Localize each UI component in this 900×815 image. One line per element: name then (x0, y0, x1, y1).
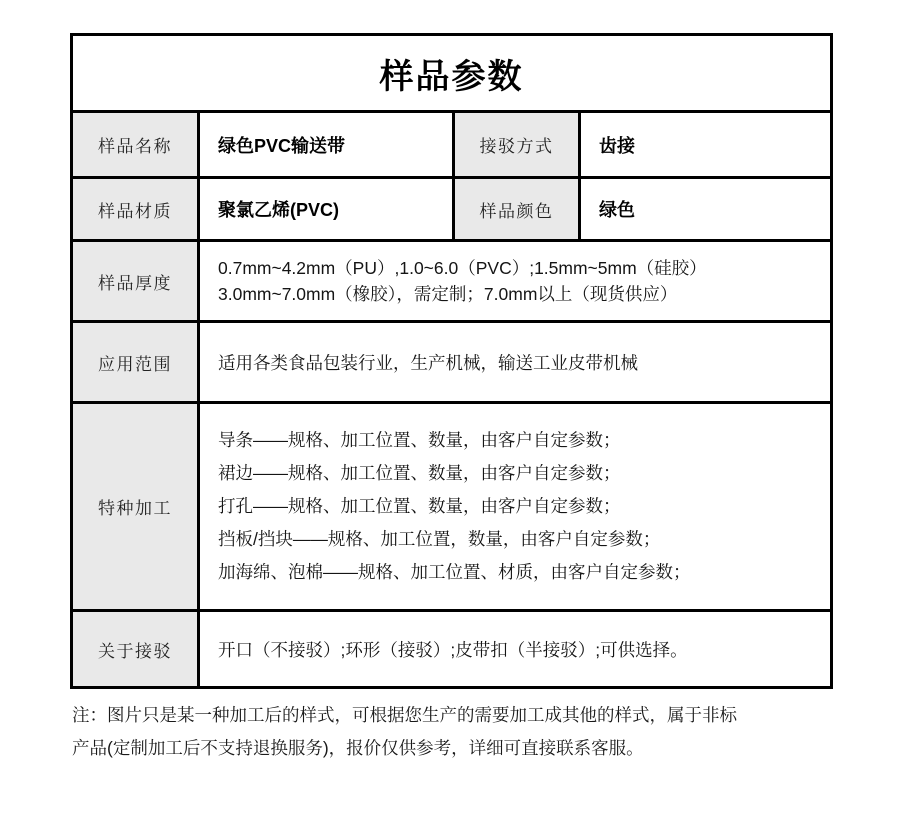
value-special-processing (199, 403, 832, 611)
label-sample-name: 样品名称 (72, 112, 199, 178)
footnote-line-1: 注：图片只是某一种加工后的样式，可根据您生产的需要加工成其他的样式，属于非标 (72, 705, 737, 725)
label-joint-method: 接驳方式 (454, 112, 580, 178)
thickness-line-2: 3.0mm~7.0mm（橡胶），需定制；7.0mm以上（现货供应） (218, 284, 678, 304)
label-application-scope: 应用范围 (72, 322, 199, 403)
table-row (72, 403, 832, 611)
page-title: 样品参数 (72, 35, 832, 112)
table-row (72, 241, 832, 322)
special-processing-line-5: 加海绵、泡棉——规格、加工位置、材质，由客户自定参数； (218, 562, 691, 582)
table-row (72, 611, 832, 688)
title-row (72, 35, 832, 112)
label-sample-thickness: 样品厚度 (72, 241, 199, 322)
footnote (72, 699, 832, 765)
value-sample-thickness (199, 241, 832, 322)
value-application-scope: 适用各类食品包装行业，生产机械，输送工业皮带机械 (199, 322, 832, 403)
footnote-line-2: 产品(定制加工后不支持退换服务)，报价仅供参考，详细可直接联系客服。 (72, 738, 644, 758)
value-sample-material: 聚氯乙烯(PVC) (199, 178, 454, 241)
table-row (72, 112, 832, 178)
table-row (72, 322, 832, 403)
value-sample-color: 绿色 (580, 178, 832, 241)
sample-parameters-table (70, 33, 833, 689)
value-sample-name: 绿色PVC输送带 (199, 112, 454, 178)
special-processing-line-4: 挡板/挡块——规格、加工位置，数量，由客户自定参数； (218, 529, 661, 549)
label-sample-color: 样品颜色 (454, 178, 580, 241)
special-processing-line-2: 裙边——规格、加工位置、数量，由客户自定参数； (218, 463, 621, 483)
special-processing-line-3: 打孔——规格、加工位置、数量，由客户自定参数； (218, 496, 621, 516)
table-row (72, 178, 832, 241)
label-about-joint: 关于接驳 (72, 611, 199, 688)
label-sample-material: 样品材质 (72, 178, 199, 241)
thickness-line-1: 0.7mm~4.2mm（PU）,1.0~6.0（PVC）;1.5mm~5mm（硅胶） (218, 258, 707, 278)
label-special-processing: 特种加工 (72, 403, 199, 611)
special-processing-line-1: 导条——规格、加工位置、数量，由客户自定参数； (218, 430, 621, 450)
value-joint-method: 齿接 (580, 112, 832, 178)
value-about-joint: 开口（不接驳）;环形（接驳）;皮带扣（半接驳）;可供选择。 (199, 611, 832, 688)
